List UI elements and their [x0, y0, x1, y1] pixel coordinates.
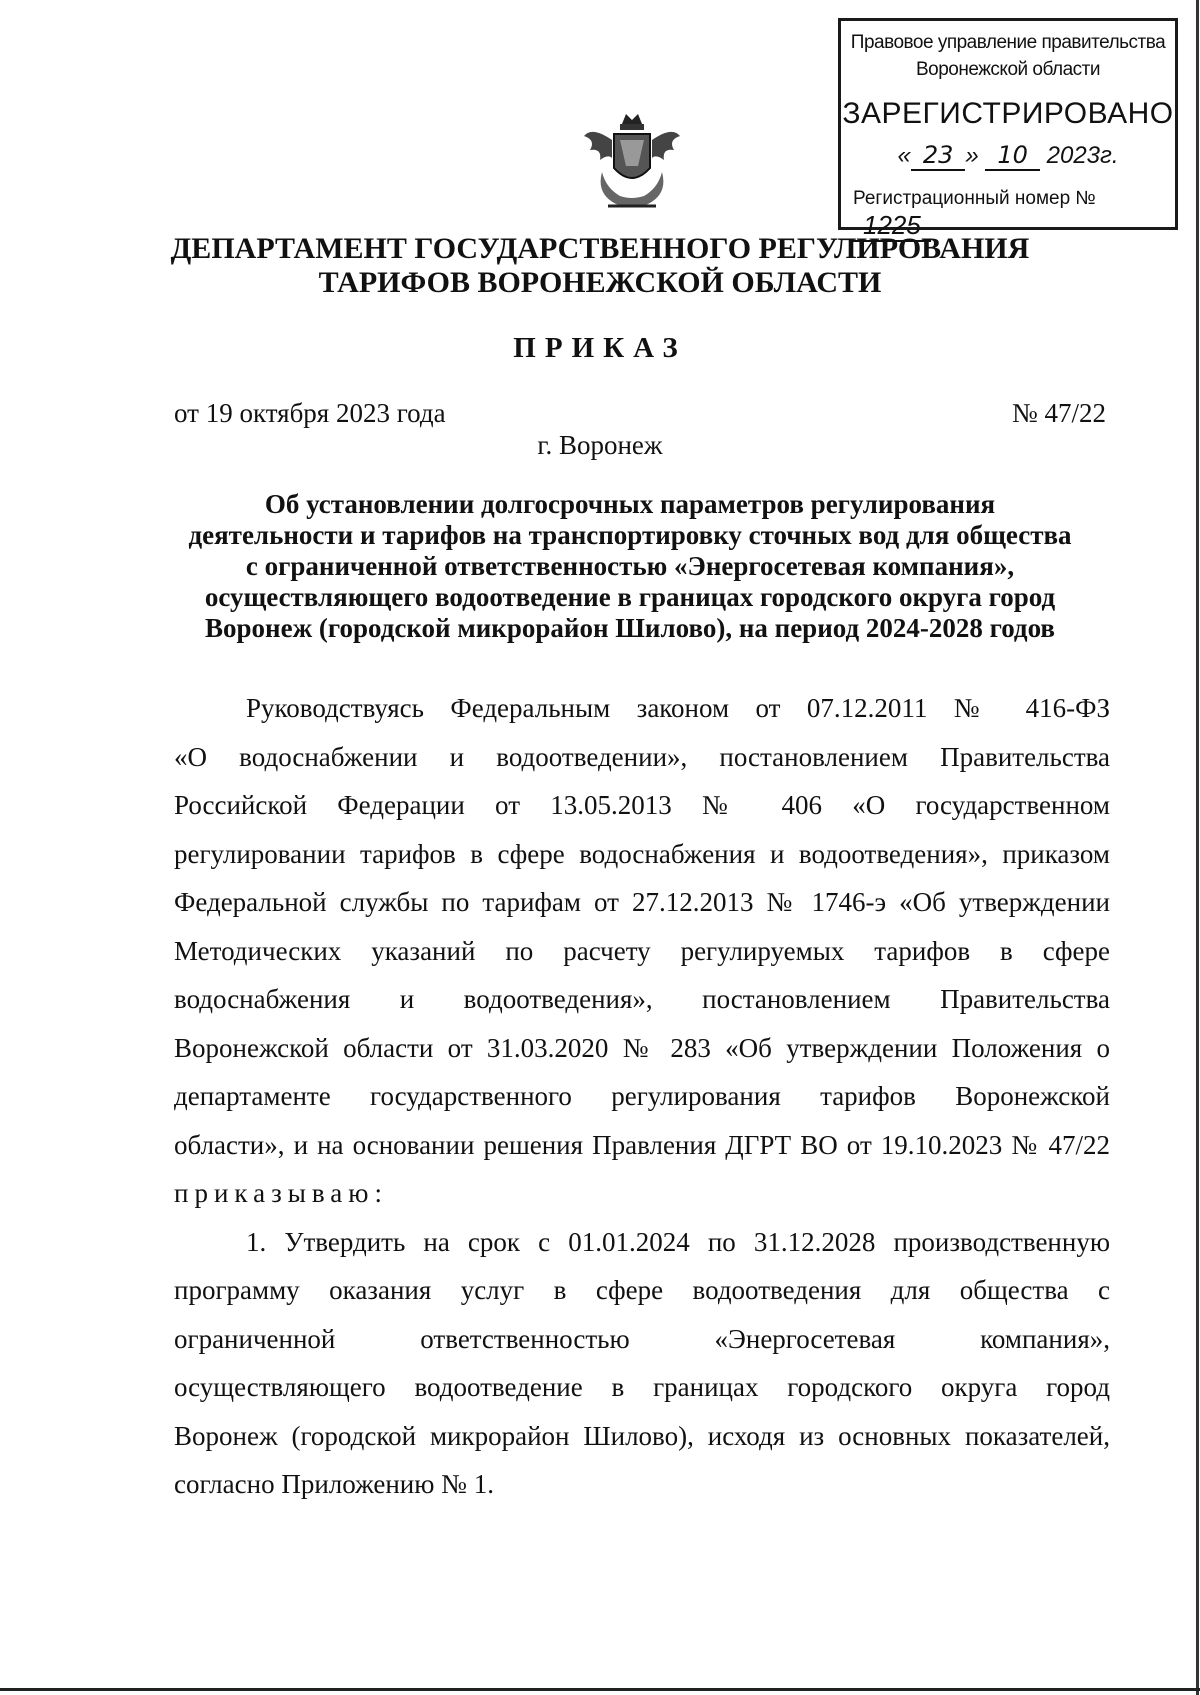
stamp-registered: ЗАРЕГИСТРИРОВАНО [842, 97, 1174, 130]
coat-of-arms-icon [578, 110, 686, 212]
orders-word: приказываю: [174, 1178, 388, 1208]
title-line: с ограниченной ответственностью «Энергосетевая компания», [245, 551, 1015, 581]
order-body [174, 684, 1110, 1509]
department-name [100, 232, 1100, 300]
preamble-line: Федеральной службы по тарифам от 27.12.2013 № 1746-э «Об утверждении [174, 887, 1110, 917]
item1-line: 1. Утвердить на срок с 01.01.2024 по 31.12.2028 производственную [246, 1226, 1110, 1257]
stamp-date: « 23 » 10 2023г. [897, 141, 1119, 169]
page-edge-bottom [0, 1688, 1200, 1691]
stamp-year-end: г. [1100, 142, 1119, 169]
document-type: ПРИКАЗ [513, 332, 687, 364]
stamp-year-prefix: 20 [1046, 142, 1074, 169]
page-edge-right [1196, 0, 1199, 1695]
stamp-day: 23 [911, 141, 966, 171]
preamble-line: водоснабжения и водоотведения», постановлением Правительства [174, 984, 1110, 1014]
order-number: № 47/22 [1011, 398, 1106, 428]
item1-line: Воронеж (городской микрорайон Шилово), исходя из основных показателей, [174, 1420, 1110, 1451]
preamble-line: регулировании тарифов в сфере водоснабжения и водоотведения», приказом [174, 838, 1110, 869]
title-line: Воронеж (городской микрорайон Шилово), на период 2024-2028 годов [205, 613, 1055, 643]
title-line: деятельности и тарифов на транспортировку сточных вод для общества [188, 520, 1072, 550]
order-city: г. Воронеж [537, 430, 663, 460]
department-line-1: ДЕПАРТАМЕНТ ГОСУДАРСТВЕННОГО РЕГУЛИРОВАНИЯ [170, 232, 1030, 265]
preamble-line: департаменте государственного регулирования тарифов Воронежской [174, 1081, 1110, 1111]
item1-line: программу оказания услуг в сфере водоотведения для общества с [174, 1275, 1110, 1305]
stamp-year-suffix: 23 [1073, 142, 1101, 169]
order-title [140, 489, 1120, 644]
preamble-line: Методических указаний по расчету регулируемых тарифов в сфере [174, 935, 1110, 966]
preamble-line: Руководствуясь Федеральным законом от 07.12.2011 № 416-ФЗ [246, 693, 1110, 723]
item1-line: осуществляющего водоотведение в границах городского округа город [174, 1372, 1110, 1402]
item1-line: согласно Приложению № 1. [174, 1469, 494, 1499]
stamp-line-2: Воронежской области [916, 59, 1100, 80]
stamp-month: 10 [985, 141, 1040, 171]
item1-line: ограниченной ответственностью «Энергосетевая компания», [174, 1323, 1110, 1354]
preamble-line: «О водоснабжении и водоотведении», постановлением Правительства [174, 741, 1110, 772]
preamble-line: Российской Федерации от 13.05.2013 № 406 «О государственном [174, 790, 1110, 820]
stamp-line-1: Правовое управление правительства [850, 32, 1166, 53]
stamp-reg-label: Регистрационный номер № [853, 188, 1096, 209]
department-line-2: ТАРИФОВ ВОРОНЕЖСКОЙ ОБЛАСТИ [318, 266, 882, 299]
title-line: Об установлении долгосрочных параметров регулирования [264, 489, 996, 519]
preamble-line: области», и на основании решения Правления ДГРТ ВО от 19.10.2023 № 47/22 [174, 1129, 1110, 1160]
registration-stamp [838, 18, 1178, 240]
stamp-org [841, 29, 1175, 83]
preamble-line: Воронежской области от 31.03.2020 № 283 «Об утверждении Положения о [174, 1032, 1110, 1063]
title-line: осуществляющего водоотведение в границах городского округа город [204, 582, 1056, 612]
stamp-reg-number: 1225 [853, 210, 931, 242]
order-date: от 19 октября 2023 года [174, 398, 446, 428]
